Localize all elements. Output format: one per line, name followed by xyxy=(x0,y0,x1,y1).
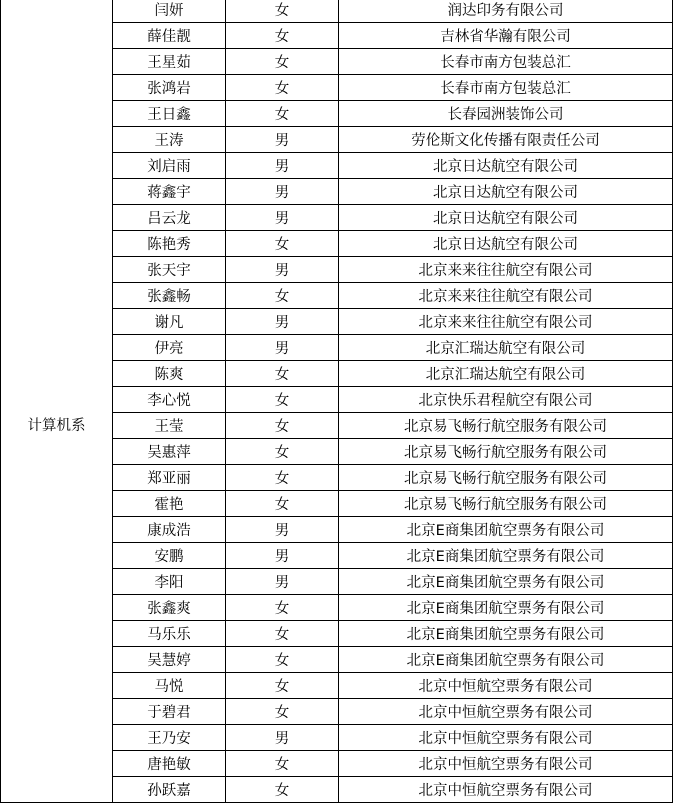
company-cell: 北京日达航空有限公司 xyxy=(339,179,673,205)
name-cell: 闫妍 xyxy=(113,0,226,23)
name-cell: 郑亚丽 xyxy=(113,465,226,491)
name-cell: 霍艳 xyxy=(113,491,226,517)
name-cell: 孙跃嘉 xyxy=(113,777,226,803)
gender-cell: 女 xyxy=(226,751,339,777)
department-label: 计算机系 xyxy=(27,418,86,434)
gender-cell: 女 xyxy=(226,283,339,309)
gender-cell: 女 xyxy=(226,439,339,465)
company-cell: 北京E商集团航空票务有限公司 xyxy=(339,569,673,595)
company-cell: 北京来来往往航空有限公司 xyxy=(339,283,673,309)
company-cell: 北京E商集团航空票务有限公司 xyxy=(339,621,673,647)
company-cell: 北京汇瑞达航空有限公司 xyxy=(339,361,673,387)
name-cell: 张鑫爽 xyxy=(113,595,226,621)
gender-cell: 男 xyxy=(226,517,339,543)
name-cell: 王日鑫 xyxy=(113,101,226,127)
name-cell: 薛佳靓 xyxy=(113,23,226,49)
gender-cell: 男 xyxy=(226,309,339,335)
company-cell: 吉林省华瀚有限公司 xyxy=(339,23,673,49)
name-cell: 吴惠萍 xyxy=(113,439,226,465)
table-row xyxy=(1,0,673,23)
company-cell: 长春园洲装饰公司 xyxy=(339,101,673,127)
company-cell: 北京汇瑞达航空有限公司 xyxy=(339,335,673,361)
company-cell: 北京中恒航空票务有限公司 xyxy=(339,699,673,725)
company-cell: 北京E商集团航空票务有限公司 xyxy=(339,517,673,543)
gender-cell: 女 xyxy=(226,49,339,75)
company-cell: 润达印务有限公司 xyxy=(339,0,673,23)
name-cell: 于碧君 xyxy=(113,699,226,725)
name-cell: 陈艳秀 xyxy=(113,231,226,257)
company-cell: 北京E商集团航空票务有限公司 xyxy=(339,595,673,621)
company-cell: 北京日达航空有限公司 xyxy=(339,231,673,257)
company-cell: 北京E商集团航空票务有限公司 xyxy=(339,647,673,673)
company-cell: 北京易飞畅行航空服务有限公司 xyxy=(339,491,673,517)
name-cell: 李心悦 xyxy=(113,387,226,413)
department-cell xyxy=(1,0,113,803)
name-cell: 王涛 xyxy=(113,127,226,153)
company-cell: 北京易飞畅行航空服务有限公司 xyxy=(339,413,673,439)
company-cell: 北京中恒航空票务有限公司 xyxy=(339,751,673,777)
name-cell: 吕云龙 xyxy=(113,205,226,231)
name-cell: 唐艳敏 xyxy=(113,751,226,777)
gender-cell: 女 xyxy=(226,621,339,647)
name-cell: 张鑫畅 xyxy=(113,283,226,309)
gender-cell: 男 xyxy=(226,257,339,283)
company-cell: 北京易飞畅行航空服务有限公司 xyxy=(339,439,673,465)
gender-cell: 女 xyxy=(226,465,339,491)
gender-cell: 男 xyxy=(226,725,339,751)
gender-cell: 女 xyxy=(226,699,339,725)
name-cell: 张天宇 xyxy=(113,257,226,283)
name-cell: 陈爽 xyxy=(113,361,226,387)
company-cell: 北京快乐君程航空有限公司 xyxy=(339,387,673,413)
gender-cell: 女 xyxy=(226,75,339,101)
gender-cell: 女 xyxy=(226,777,339,803)
gender-cell: 女 xyxy=(226,491,339,517)
gender-cell: 男 xyxy=(226,543,339,569)
gender-cell: 女 xyxy=(226,361,339,387)
name-cell: 马悦 xyxy=(113,673,226,699)
name-cell: 蒋鑫宇 xyxy=(113,179,226,205)
name-cell: 王乃安 xyxy=(113,725,226,751)
gender-cell: 女 xyxy=(226,647,339,673)
company-cell: 北京来来往往航空有限公司 xyxy=(339,257,673,283)
name-cell: 李阳 xyxy=(113,569,226,595)
company-cell: 北京易飞畅行航空服务有限公司 xyxy=(339,465,673,491)
gender-cell: 男 xyxy=(226,127,339,153)
name-cell: 张鸿岩 xyxy=(113,75,226,101)
name-cell: 吴慧婷 xyxy=(113,647,226,673)
company-cell: 北京E商集团航空票务有限公司 xyxy=(339,543,673,569)
gender-cell: 女 xyxy=(226,387,339,413)
name-cell: 伊亮 xyxy=(113,335,226,361)
company-cell: 北京日达航空有限公司 xyxy=(339,205,673,231)
company-cell: 劳伦斯文化传播有限责任公司 xyxy=(339,127,673,153)
gender-cell: 女 xyxy=(226,413,339,439)
gender-cell: 女 xyxy=(226,231,339,257)
company-cell: 长春市南方包装总汇 xyxy=(339,49,673,75)
company-cell: 北京中恒航空票务有限公司 xyxy=(339,673,673,699)
name-cell: 王莹 xyxy=(113,413,226,439)
company-cell: 北京中恒航空票务有限公司 xyxy=(339,777,673,803)
name-cell: 谢凡 xyxy=(113,309,226,335)
gender-cell: 女 xyxy=(226,0,339,23)
company-cell: 长春市南方包装总汇 xyxy=(339,75,673,101)
gender-cell: 女 xyxy=(226,101,339,127)
name-cell: 康成浩 xyxy=(113,517,226,543)
company-cell: 北京中恒航空票务有限公司 xyxy=(339,725,673,751)
gender-cell: 男 xyxy=(226,179,339,205)
name-cell: 安鹏 xyxy=(113,543,226,569)
name-cell: 王星茹 xyxy=(113,49,226,75)
name-cell: 马乐乐 xyxy=(113,621,226,647)
name-cell: 刘启雨 xyxy=(113,153,226,179)
company-cell: 北京来来往往航空有限公司 xyxy=(339,309,673,335)
gender-cell: 男 xyxy=(226,205,339,231)
gender-cell: 女 xyxy=(226,673,339,699)
gender-cell: 男 xyxy=(226,153,339,179)
gender-cell: 男 xyxy=(226,335,339,361)
gender-cell: 女 xyxy=(226,23,339,49)
gender-cell: 女 xyxy=(226,595,339,621)
company-cell: 北京日达航空有限公司 xyxy=(339,153,673,179)
gender-cell: 男 xyxy=(226,569,339,595)
table-body xyxy=(1,0,673,803)
